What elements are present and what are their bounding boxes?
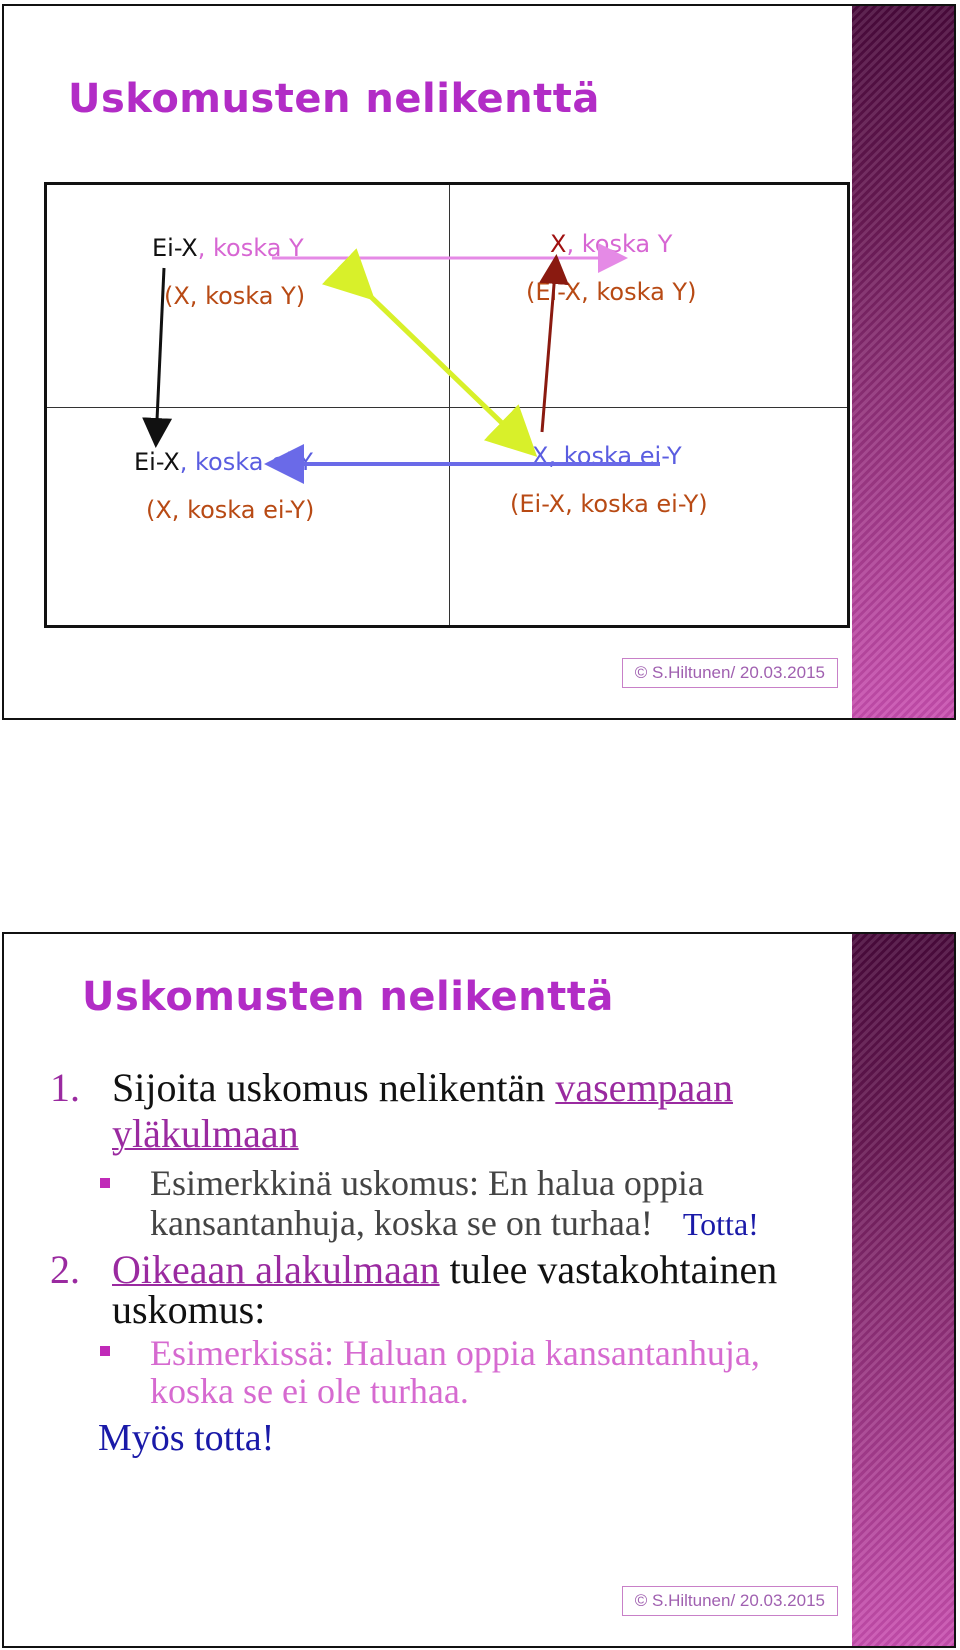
- slide-1: [2, 4, 956, 720]
- list-number-2: 2.: [50, 1247, 80, 1292]
- closing-remark: Myös totta!: [98, 1417, 275, 1459]
- example-1-line-1: Esimerkkinä uskomus: En halua oppia: [150, 1163, 704, 1203]
- arrow-down-left: [156, 268, 164, 442]
- link-oikeaan-alakulmaan: Oikeaan alakulmaan: [112, 1247, 440, 1292]
- quadrant-top-left-label: Ei-X, koska Y: [152, 234, 304, 262]
- list-number-1: 1.: [50, 1065, 80, 1110]
- bullet-icon: [100, 1346, 110, 1356]
- quadrant-top-right-label: X, koska Y: [550, 230, 673, 258]
- link-ylakulmaan: yläkulmaan: [112, 1111, 299, 1156]
- quadrant-bottom-right-label: X, koska ei-Y: [532, 442, 682, 470]
- slide-title: Uskomusten nelikenttä: [68, 76, 600, 122]
- arrow-diagonal-double: [368, 294, 530, 450]
- slide-2: [2, 932, 956, 1648]
- decorative-side-band: [852, 934, 954, 1646]
- bullet-icon: [100, 1178, 110, 1188]
- quadrant-bottom-left-sub: (X, koska ei-Y): [146, 496, 315, 524]
- quadrant-top-right-sub: (Ei-X, koska Y): [526, 278, 697, 306]
- link-vasempaan: vasempaan: [555, 1065, 734, 1110]
- example-1-line-2: kansantanhuja, koska se on turhaa! Totta!: [150, 1203, 759, 1243]
- quadrant-bottom-left-label: Ei-X, koska ei-Y: [134, 448, 313, 476]
- quadrant-top-left-sub: (X, koska Y): [164, 282, 306, 310]
- quadrant-bottom-right-sub: (Ei-X, koska ei-Y): [510, 490, 708, 518]
- slide-title: Uskomusten nelikenttä: [82, 974, 614, 1020]
- list-item-1-line-1: Sijoita uskomus nelikentän vasempaan: [112, 1065, 734, 1110]
- list-item-2-line-2: uskomus:: [112, 1287, 266, 1332]
- list-item-1-line-2: [112, 1110, 299, 1157]
- example-2-line-2: koska se ei ole turhaa.: [150, 1371, 469, 1411]
- arrows-overlay: [4, 6, 956, 720]
- arrow-up-right: [542, 260, 556, 432]
- verdict-totta: Totta!: [682, 1206, 759, 1242]
- copyright-label: © S.Hiltunen/ 20.03.2015: [622, 1586, 838, 1616]
- example-2-line-1: Esimerkissä: Haluan oppia kansantanhuja,: [150, 1333, 760, 1373]
- list-item-2-line-1: Oikeaan alakulmaan tulee vastakohtainen: [112, 1247, 778, 1292]
- copyright-label: © S.Hiltunen/ 20.03.2015: [622, 658, 838, 688]
